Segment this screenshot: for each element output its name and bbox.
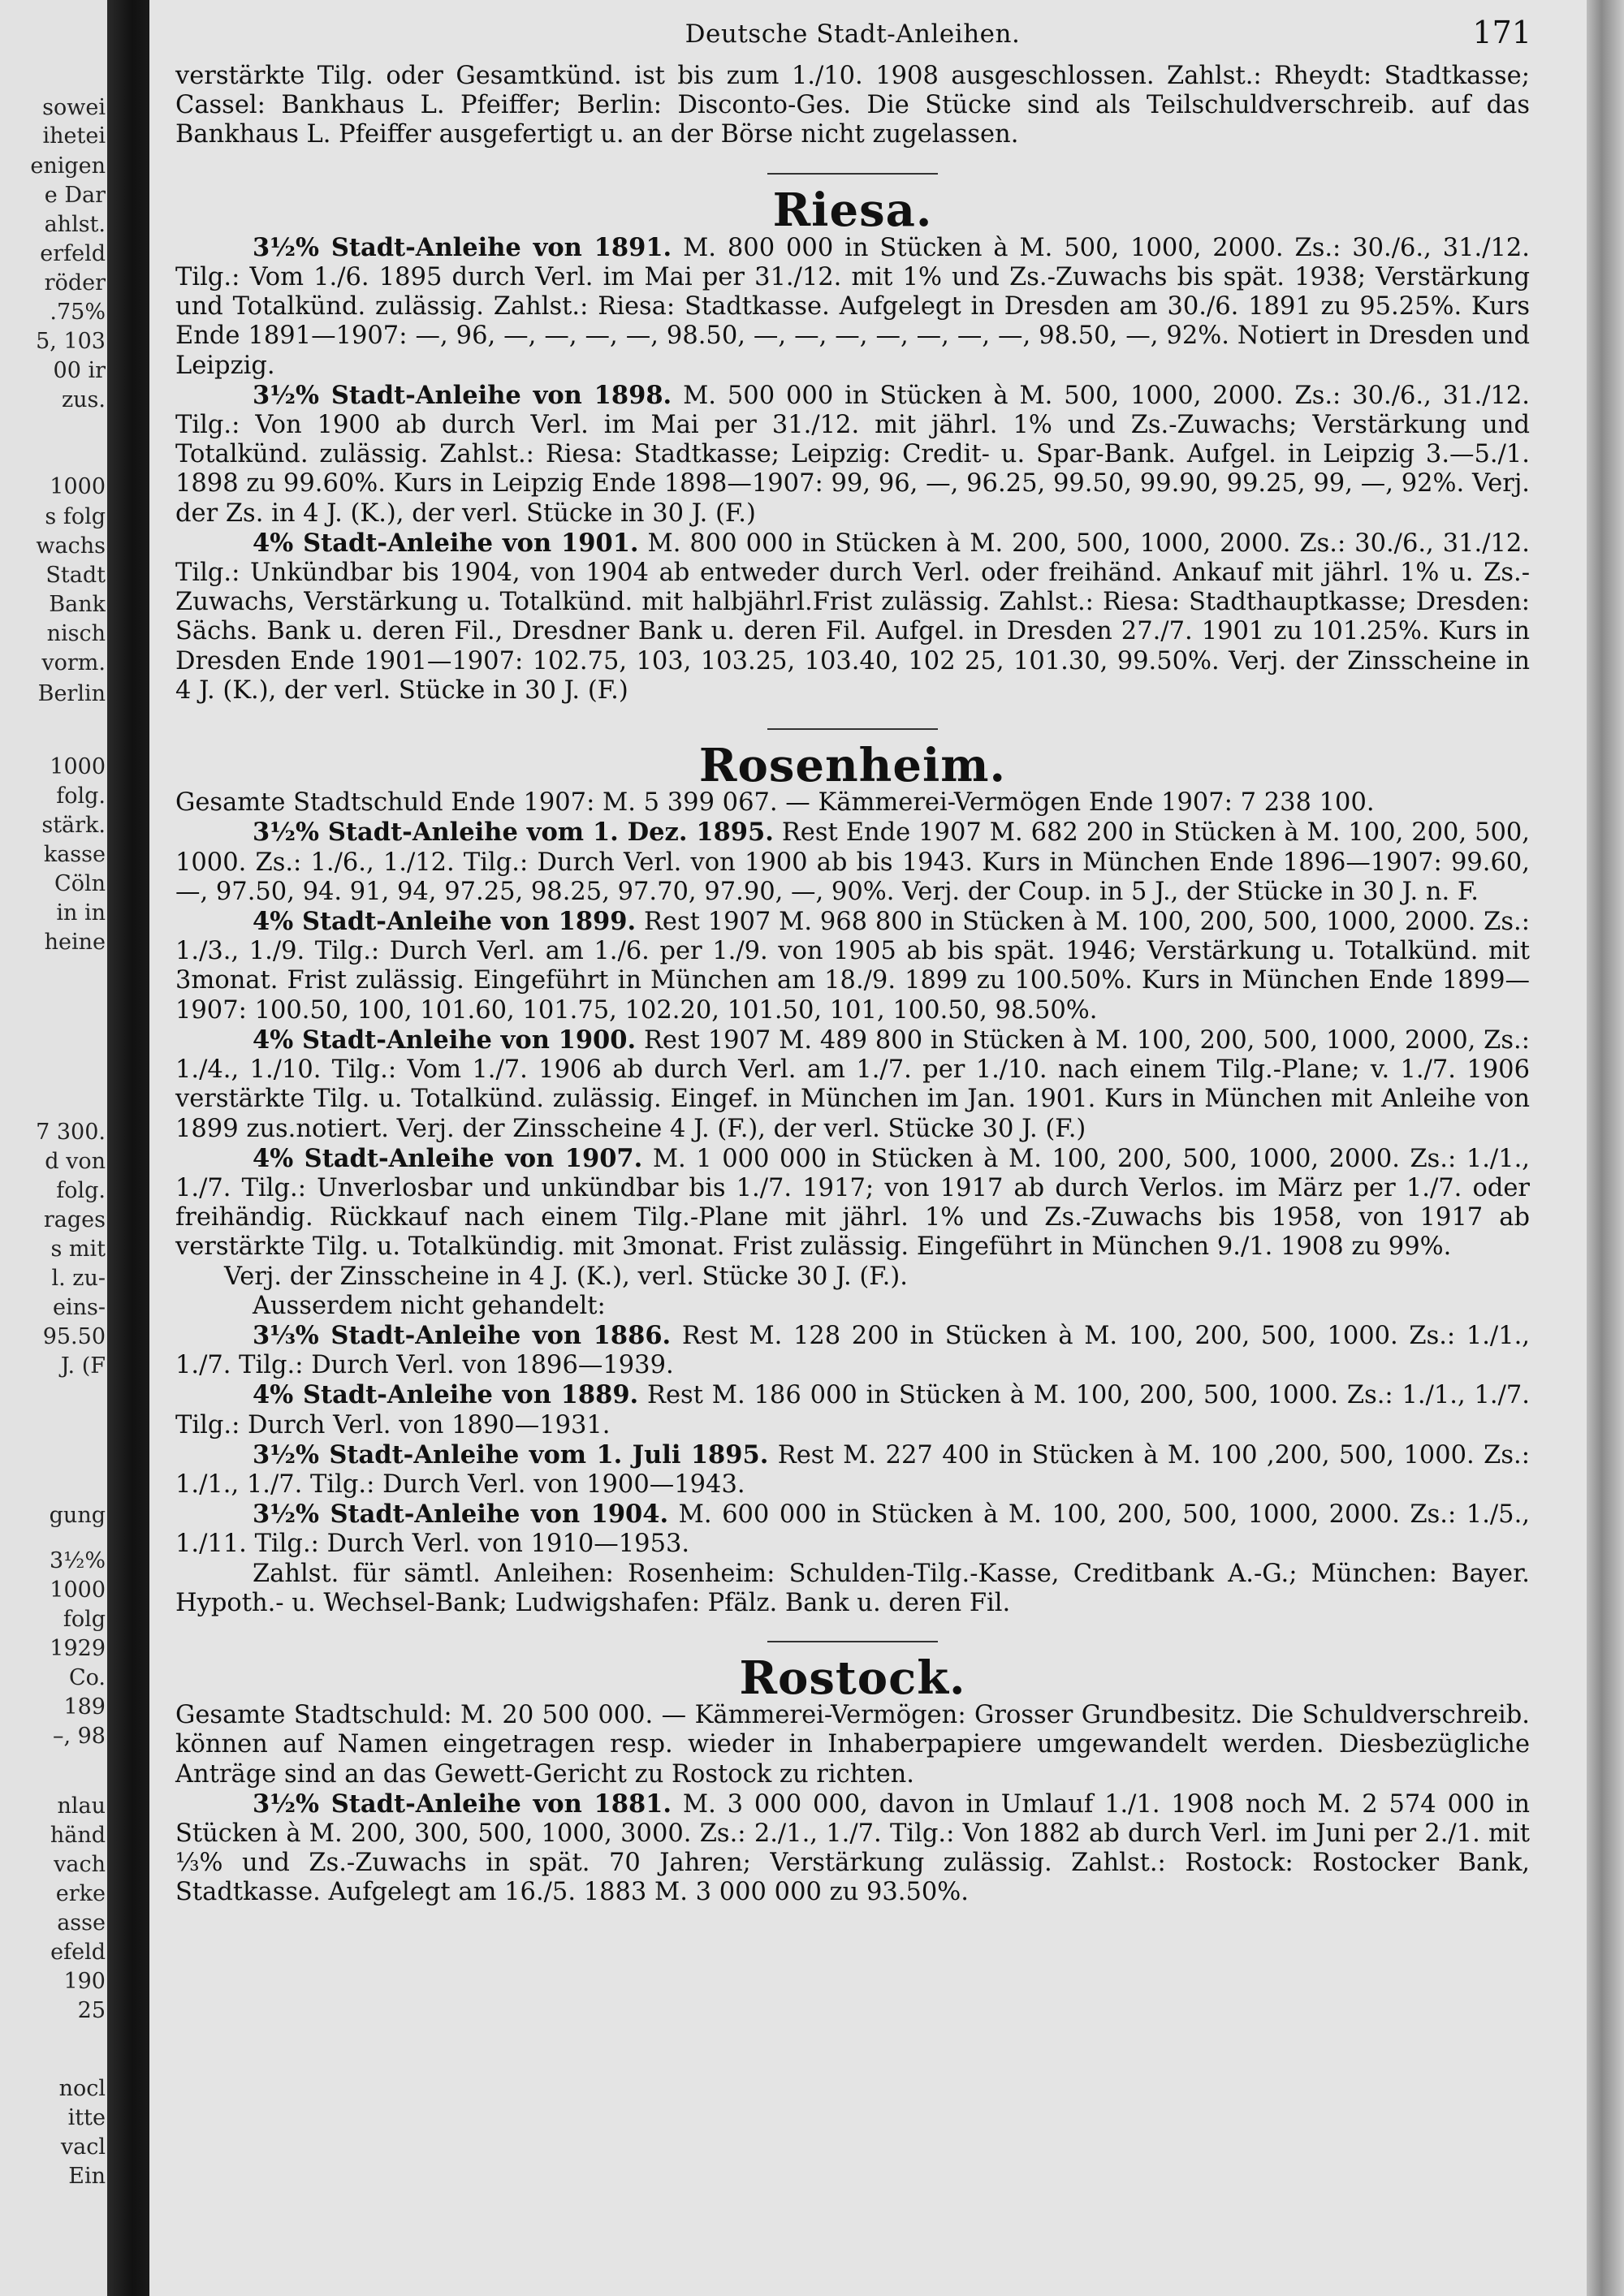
- loan-text: M. 1 000 000 in Stücken à M. 100, 200, 500, 1000, 2000. Zs.: 1./1., 1./7. Tilg.: Unverlosbar und unkündbar bis 1./7. 1917; von 1917 ab durch Verlos. im März per 1./7. oder freihändig. Rückkauf nach einem Tilg.-Plane mit jährl. 1% und Zs.-Zuwachs bis 1958, von 1917 ab verstärkte Tilg. u. Totalkündig. mit 3monat. Frist zulässig. Eingeführt in München 9./1. 1908 zu 99%.: [175, 1144, 1530, 1262]
- facing-page-line: enigen: [30, 154, 106, 179]
- verjaehrung-line: Verj. der Zinsscheine in 4 J. (K.), verl. Stücke 30 J. (F.).: [224, 1262, 908, 1291]
- intro-paragraph: verstärkte Tilg. oder Gesamtkünd. ist bis zum 1./10. 1908 ausgeschlossen. Zahlst.: Rheydt: Stadtkasse; Cassel: Bankhaus L. Pfeiffer; Berlin: Disconto-Ges. Die Stücke sind als Teilschuldverschreib. auf das Bankhaus L. Pfeiffer ausgefertigt u. an der Börse nicht zugelassen.: [175, 62, 1530, 149]
- facing-page-line: efeld: [50, 1940, 106, 1965]
- facing-page-line: in in: [56, 901, 106, 926]
- facing-page-line: –, 98: [52, 1724, 106, 1749]
- facing-page-line: Stadt: [45, 563, 106, 588]
- section-divider: [767, 1641, 938, 1642]
- document-page: [149, 0, 1587, 2296]
- facing-page-line: asse: [57, 1911, 106, 1936]
- facing-page-line: 1000: [50, 1578, 106, 1603]
- loan-entry: [175, 818, 1530, 907]
- loan-text: Rest M. 186 000 in Stücken à M. 100, 200, 500, 1000. Zs.: 1./1., 1./7. Tilg.: Durch Verl. von 1890—1931.: [175, 1381, 1530, 1439]
- loan-title: 4% Stadt-Anleihe von 1889.: [253, 1380, 639, 1410]
- facing-page-line: J. (F: [60, 1354, 106, 1379]
- loan-entry: [175, 1500, 1530, 1559]
- facing-page-line: 189: [63, 1695, 106, 1720]
- facing-page-line: e Dar: [44, 183, 106, 208]
- facing-page-line: wachs: [36, 534, 106, 559]
- facing-page-line: gung: [49, 1504, 106, 1528]
- loan-entry: [175, 1380, 1530, 1439]
- loan-entry: [175, 381, 1530, 529]
- loan-text: Rest 1907 M. 968 800 in Stücken à M. 100, 200, 500, 1000, 2000. Zs.: 1./3., 1./9. Tilg.: Durch Verl. am 1./6. per 1./9. von 1905 ab bis spät. 1946; Verstärkung u. Totalkünd. mit 3monat. Frist zulässig. Eingeführt in München am 18./9. 1899 zu 100.50%. Kurs in München Ende 1899—1907: 100.50, 100, 101.60, 101.75, 102.20, 101.50, 101, 100.50, 98.50%.: [175, 908, 1530, 1025]
- running-title: Deutsche Stadt-Anleihen.: [685, 19, 1021, 49]
- facing-page-line: erke: [55, 1882, 106, 1906]
- facing-page-line: nisch: [46, 622, 106, 646]
- facing-page-line: 95.50: [42, 1325, 106, 1349]
- facing-page-line: folg: [63, 1608, 106, 1632]
- loan-text: M. 500 000 in Stücken à M. 500, 1000, 2000. Zs.: 30./6., 31./12. Tilg.: Von 1900 ab durch Verl. im Mai per 31./12. mit jährl. 1% und Zs.-Zuwachs; Verstärkung und Totalkünd. zulässig. Zahlst.: Riesa: Stadtkasse; Leipzig: Credit- u. Spar-Bank. Aufgel. in Leipzig 3.—5./1. 1898 zu 99.60%. Kurs in Leipzig Ende 1898—1907: 99, 96, —, 96.25, 99.50, 99.90, 99.25, 99, —, 92%. Verj. der Zs. in 4 J. (K.), der verl. Stücke in 30 J. (F.): [175, 381, 1530, 528]
- facing-page-line: d von: [45, 1150, 106, 1174]
- loan-title: 3½% Stadt-Anleihe vom 1. Dez. 1895.: [253, 818, 774, 848]
- page-edge: [1587, 0, 1624, 2296]
- facing-page-line: .75%: [50, 300, 106, 325]
- loan-entry: [175, 233, 1530, 381]
- city-summary: Gesamte Stadtschuld Ende 1907: M. 5 399 067. — Kämmerei-Vermögen Ende 1907: 7 238 100.: [175, 788, 1375, 818]
- facing-page-line: vacl: [60, 2135, 106, 2160]
- facing-page-line: 25: [77, 1999, 106, 2023]
- loan-text: Rest M. 227 400 in Stücken à M. 100 ,200, 500, 1000. Zs.: 1./1., 1./7. Tilg.: Durch Verl. von 1900—1943.: [175, 1440, 1530, 1499]
- facing-page-line: erfeld: [40, 242, 106, 266]
- facing-page-line: röder: [44, 271, 106, 296]
- city-heading-rosenheim: Rosenheim.: [698, 739, 1007, 793]
- facing-page-line: heine: [44, 930, 106, 955]
- facing-page-line: folg.: [56, 1179, 106, 1203]
- loan-entry: [175, 1321, 1530, 1380]
- facing-page-line: eins-: [53, 1296, 106, 1320]
- city-heading-riesa: Riesa.: [772, 183, 933, 237]
- facing-page-line: itte: [67, 2106, 106, 2130]
- page-content: [175, 15, 1530, 1908]
- loan-text: Rest Ende 1907 M. 682 200 in Stücken à M. 100, 200, 500, 1000. Zs.: 1./6., 1./12. Tilg.: Durch Verl. von 1900 ab bis 1943. Kurs in München Ende 1896—1907: 99.60, —, 97.50, 94. 91, 94, 97.25, 98.25, 97.70, 97.90, —, 90%. Verj. der Coup. in 5 J., der Stücke in 30 J. n. F.: [175, 818, 1531, 906]
- facing-page-line: vorm.: [41, 651, 106, 675]
- page-number: 171: [1472, 15, 1531, 50]
- loan-entry: [175, 1025, 1530, 1144]
- facing-page-line: 5, 103: [36, 330, 106, 354]
- facing-page-line: nlau: [57, 1794, 106, 1819]
- ausserdem-line: Ausserdem nicht gehandelt:: [253, 1291, 606, 1320]
- facing-page-line: 1000: [50, 475, 106, 499]
- loan-text: M. 3 000 000, davon in Umlauf 1./1. 1908 noch M. 2 574 000 in Stücken à M. 200, 300, 500, 1000, 3000. Zs.: 2./1., 1./7. Tilg.: Von 1882 ab durch Verl. im Juni per 2./1. mit ⅓% und Zs.-Zuwachs in spät. 70 Jahren; Verstärkung zulässig. Zahlst.: Rostock: Rostocker Bank, Stadtkasse. Aufgelegt am 16./5. 1883 M. 3 000 000 zu 93.50%.: [175, 1789, 1530, 1907]
- facing-page-line: kasse: [43, 843, 106, 867]
- facing-page-line: sowei: [42, 96, 106, 120]
- facing-page-line: Cöln: [54, 872, 106, 896]
- city-heading-rostock: Rostock.: [739, 1651, 966, 1705]
- facing-page-line: nocl: [58, 2077, 106, 2101]
- facing-page-line: 7 300.: [36, 1120, 106, 1145]
- facing-page-line: stärk.: [41, 814, 106, 838]
- loan-title: 3½% Stadt-Anleihe von 1904.: [253, 1500, 669, 1530]
- zahlstellen-paragraph: Zahlst. für sämtl. Anleihen: Rosenheim: Schulden-Tilg.-Kasse, Creditbank A.-G.; München: Bayer. Hypoth.- u. Wechsel-Bank; Ludwigshafen: Pfälz. Bank u. deren Fil.: [175, 1559, 1530, 1617]
- loan-title: 3½% Stadt-Anleihe von 1891.: [253, 232, 672, 262]
- loan-text: Rest 1907 M. 489 800 in Stücken à M. 100, 200, 500, 1000, 2000, Zs.: 1./4., 1./10. Tilg.: Vom 1./7. 1906 ab durch Verl. am 1./7. per 1./10. nach einem Tilg.-Plane; v. 1./7. 1906 verstärkte Tilg. u. Totalkünd. zulässig. Eingef. in München im Jan. 1901. Kurs in München mit Anleihe von 1899 zus.notiert. Verj. der Zinsscheine 4 J. (F.), der verl. Stücke 30 J. (F.): [175, 1025, 1530, 1143]
- facing-page-line: händ: [50, 1823, 106, 1848]
- facing-page-line: s mit: [50, 1237, 106, 1262]
- city-summary: Gesamte Stadtschuld: M. 20 500 000. — Kämmerei-Vermögen: Grosser Grundbesitz. Die Schuldverschreib. können auf Namen eingetragen resp. wieder in Inhaberpapiere umgewandelt werden. Diesbezügliche Anträge sind an das Gewett-Gericht zu Rostock zu richten.: [175, 1701, 1530, 1789]
- facing-page-line: l. zu-: [51, 1267, 106, 1291]
- loan-title: 4% Stadt-Anleihe von 1907.: [253, 1143, 643, 1173]
- section-divider: [767, 728, 938, 730]
- facing-page-line: 1929: [50, 1637, 106, 1661]
- facing-page-line: 190: [63, 1970, 106, 1994]
- loan-title: 3½% Stadt-Anleihe von 1881.: [253, 1789, 672, 1819]
- loan-title: 3½% Stadt-Anleihe von 1898.: [253, 380, 672, 410]
- facing-page-line: Co.: [68, 1666, 106, 1690]
- page-header: [175, 15, 1530, 62]
- loan-title: 3½% Stadt-Anleihe vom 1. Juli 1895.: [253, 1439, 769, 1470]
- facing-page-line: 1000: [50, 755, 106, 779]
- loan-entry: [175, 1789, 1530, 1908]
- facing-page-line: Ein: [68, 2164, 106, 2189]
- loan-title: 4% Stadt-Anleihe von 1900.: [253, 1025, 637, 1055]
- facing-page-line: ahlst.: [44, 213, 106, 237]
- section-divider: [767, 173, 938, 175]
- loan-entry: [175, 1144, 1530, 1262]
- facing-page-line: rages: [43, 1208, 106, 1232]
- loan-entry: [175, 1440, 1530, 1500]
- loan-title: 4% Stadt-Anleihe von 1901.: [253, 528, 639, 558]
- loan-text: M. 800 000 in Stücken à M. 500, 1000, 2000. Zs.: 30./6., 31./12. Tilg.: Vom 1./6. 1895 durch Verl. im Mai per 31./12. mit 1% und Zs.-Zuwachs bis spät. 1938; Verstärkung und Totalkünd. zulässig. Zahlst.: Riesa: Stadtkasse. Aufgelegt in Dresden am 30./6. 1891 zu 95.25%. Kurs Ende 1891—1907: —, 96, —, —, —, —, 98.50, —, —, —, —, —, —, —, 98.50, —, 92%. Notiert in Dresden und Leipzig.: [175, 233, 1530, 380]
- loan-text: M. 600 000 in Stücken à M. 100, 200, 500, 1000, 2000. Zs.: 1./5., 1./11. Tilg.: Durch Verl. von 1910—1953.: [175, 1500, 1530, 1559]
- loan-title: 4% Stadt-Anleihe von 1899.: [253, 907, 637, 937]
- loan-entry: [175, 907, 1530, 1025]
- facing-page-line: folg.: [56, 784, 106, 809]
- loan-title: 3⅓% Stadt-Anleihe von 1886.: [253, 1320, 672, 1350]
- facing-page-fragment: [0, 0, 107, 2296]
- facing-page-line: Bank: [49, 593, 106, 617]
- loan-text: Rest M. 128 200 in Stücken à M. 100, 200, 500, 1000. Zs.: 1./1., 1./7. Tilg.: Durch Verl. von 1896—1939.: [175, 1321, 1530, 1380]
- loan-text: M. 800 000 in Stücken à M. 200, 500, 1000, 2000. Zs.: 30./6., 31./12. Tilg.: Unkündbar bis 1904, von 1904 ab entweder durch Verl. oder freihänd. Ankauf mit jährl. 1% u. Zs.-Zuwachs, Verstärkung u. Totalkünd. mit halbjährl.Frist zulässig. Zahlst.: Riesa: Stadthauptkasse; Dresden: Sächs. Bank u. deren Fil., Dresdner Bank u. deren Fil. Aufgel. in Dresden 27./7. 1901 zu 101.25%. Kurs in Dresden Ende 1901—1907: 102.75, 103, 103.25, 103.40, 102 25, 101.30, 99.50%. Verj. der Zinsscheine in 4 J. (K.), der verl. Stücke in 30 J. (F.): [175, 529, 1530, 705]
- facing-page-line: zus.: [61, 388, 106, 412]
- facing-page-line: s folg: [45, 505, 106, 529]
- facing-page-line: ihetei: [42, 124, 106, 149]
- facing-page-line: 00 ir: [53, 359, 106, 383]
- book-gutter: [107, 0, 149, 2296]
- loan-entry: [175, 529, 1530, 706]
- facing-page-line: 3½%: [49, 1549, 106, 1573]
- facing-page-line: Berlin: [37, 682, 106, 706]
- facing-page-line: vach: [54, 1853, 106, 1877]
